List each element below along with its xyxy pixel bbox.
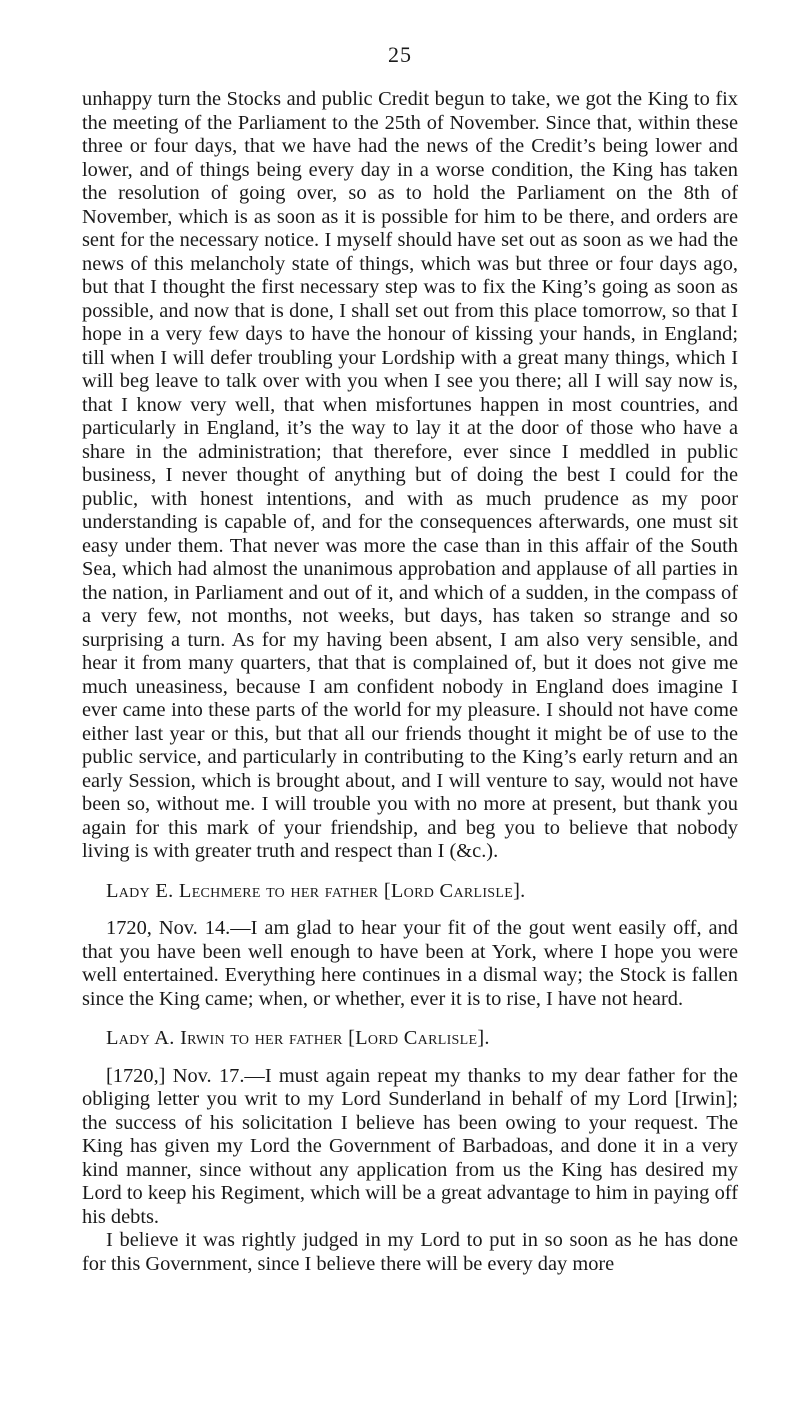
letter-heading-irwin: Lady A. Irwin to her father [Lord Carlisle]. xyxy=(106,1027,490,1049)
letter-irwin-paragraph-1: [1720,] Nov. 17.—I must again repeat my thanks to my dear father for the obliging letter you writ to my Lord Sunderland in behalf of my Lord [Irwin]; the success of his solicitation I believe has been owing to your request. The King has given my Lord the Government of Barbadoas, and done it in a very kind manner, since without any application from us the King has desired my Lord to keep his Regiment, which will be a great advantage to him in paying off his debts. xyxy=(82,1064,738,1228)
page-body xyxy=(82,88,738,1276)
letter-continuation-paragraph: unhappy turn the Stocks and public Credit begun to take, we got the King to fix the meeting of the Parliament to the 25th of November. Since that, within these three or four days, that we have had the news of the Credit’s being lower and lower, and of things being every day in a worse condition, the King has taken the resolution of going over, so as to hold the Parliament on the 8th of November, which is as soon as it is possible for him to be there, and orders are sent for the necessary notice. I myself should have set out as soon as we had the news of this melancholy state of things, which was but three or four days ago, but that I thought the first necessary step was to fix the King’s going as soon as possible, and now that is done, I shall set out from this place tomorrow, so that I hope in a very few days to have the honour of kissing your hands, in England; till when I will defer troubling your Lordship with a great many things, which I will beg leave to talk over with you when I see you there; all I will say now is, that I know very well, that when misfortunes happen in most countries, and particularly in England, it’s the way to lay it at the door of those who have a share in the administration; that therefore, ever since I meddled in public business, I never thought of anything but of doing the best I could for the public, with honest intentions, and with as much prudence as my poor understanding is capable of, and for the consequences afterwards, one must sit easy under them. That never was more the case than in this affair of the South Sea, which had almost the unanimous approbation and applause of all parties in the nation, in Parliament and out of it, and which of a sudden, in the compass of a very few, not months, not weeks, but days, has taken so strange and so surprising a turn. As for my having been absent, I am also very sensible, and hear it from many quarters, that that is complained of, but it does not give me much uneasiness, because I am confident nobody in England does imagine I ever came into these parts of the world for my pleasure. I should not have come either last year or this, but that all our friends thought it might be of use to the public service, and particularly in contributing to the King’s early return and an early Session, which is brought about, and I will venture to say, would not have been so, without me. I will trouble you with no more at present, but thank you again for this mark of your friendship, and beg you to believe that nobody living is with greater truth and respect than I (&c.). xyxy=(82,88,738,862)
letter-heading-lechmere: Lady E. Lechmere to her father [Lord Carlisle]. xyxy=(106,879,526,902)
page-number: 25 xyxy=(388,42,412,67)
letter-lechmere-paragraph: 1720, Nov. 14.—I am glad to hear your fit of the gout went easily off, and that you have been well enough to have been at York, where I hope you were well entertained. Everything here continues in a dismal way; the Stock is fallen since the King came; when, or whether, ever it is to rise, I have not heard. xyxy=(82,917,738,1010)
letter-irwin-paragraph-2: I believe it was rightly judged in my Lord to put in so soon as he has done for this Government, since I believe there will be every day more xyxy=(82,1229,738,1275)
